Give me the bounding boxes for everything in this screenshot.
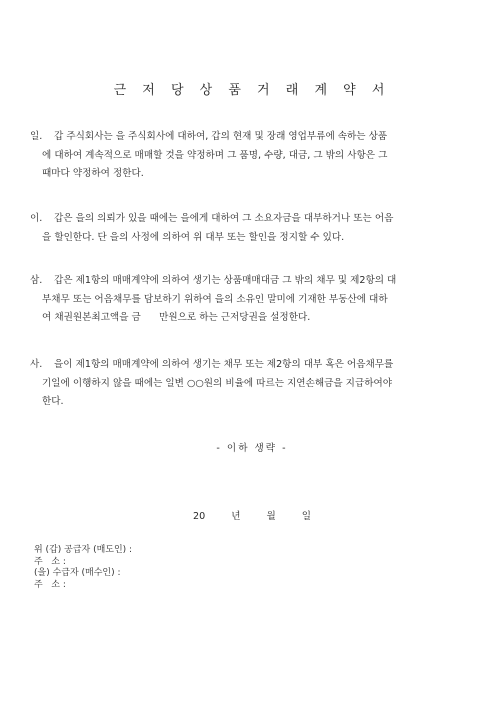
contract-clause-1 bbox=[30, 128, 476, 184]
clause-text-line: 갑은 제1항의 매매계약에 의하여 생기는 상품매매대금 그 밖의 채무 및 제2항의 대 bbox=[54, 275, 397, 286]
recipient-label: (을) 수급자 (매수인) : bbox=[34, 568, 121, 578]
clause-text-line: 한다. bbox=[42, 396, 64, 407]
clause-number: 일. bbox=[30, 131, 43, 142]
recipient-address-label: 주 소 : bbox=[34, 579, 66, 590]
clause-number: 삼. bbox=[30, 275, 43, 286]
date-day-unit: 일 bbox=[301, 511, 312, 522]
contract-clause-3 bbox=[30, 272, 476, 328]
clause-number: 사. bbox=[30, 359, 43, 370]
omission-note: - 이하 생략 - bbox=[216, 443, 288, 454]
date-year-unit: 년 bbox=[231, 511, 241, 522]
contract-clause-2 bbox=[30, 210, 476, 247]
date-month-unit: 월 bbox=[266, 511, 276, 522]
clause-text-line: 때마다 약정하여 정한다. bbox=[42, 168, 144, 179]
clause-text-line: 갑 주식회사는 을 주식회사에 대하여, 갑의 현재 및 장래 영업부류에 속하는 상품 bbox=[54, 131, 388, 142]
date-year: 20 bbox=[192, 511, 206, 522]
clause-text-line: 갑은 을의 의뢰가 있을 때에는 을에게 대하여 그 소요자금을 대부하거나 또는 어음 bbox=[54, 213, 394, 224]
supplier-address-label: 주 소 : bbox=[34, 556, 66, 567]
contract-date bbox=[0, 508, 504, 522]
clause-number: 이. bbox=[30, 213, 43, 224]
clause-text-line: 부채무 또는 어음채무를 담보하기 위하여 을의 소유인 말미에 기재한 부동산에 대하 bbox=[42, 293, 388, 305]
clause-text-line: 에 대하여 계속적으로 매매할 것을 약정하며 그 품명, 수량, 대금, 그 밖의 사항은 그 bbox=[42, 149, 388, 161]
parties-block bbox=[34, 545, 132, 591]
contract-clause-4 bbox=[30, 356, 476, 412]
clause-text-line: 을 할인한다. 단 을의 사정에 의하여 위 대부 또는 할인을 정지할 수 있다. bbox=[42, 231, 345, 243]
supplier-label: 위 (갑) 공급자 (매도인) : bbox=[34, 545, 133, 555]
clause-text-line: 기일에 이행하지 않을 때에는 일변 ○○원의 비율에 따르는 지연손해금을 지급하여야 bbox=[42, 377, 393, 389]
clause-text-line: 여 채권원본최고액을 금 만원으로 하는 근저당권을 설정한다. bbox=[42, 312, 311, 323]
page-title: 근 저 당 상 품 거 래 계 약 서 bbox=[113, 83, 391, 98]
clause-text-line: 을이 제1항의 매매계약에 의하여 생기는 채무 또는 제2항의 대부 혹은 어음채무를 bbox=[54, 359, 394, 370]
